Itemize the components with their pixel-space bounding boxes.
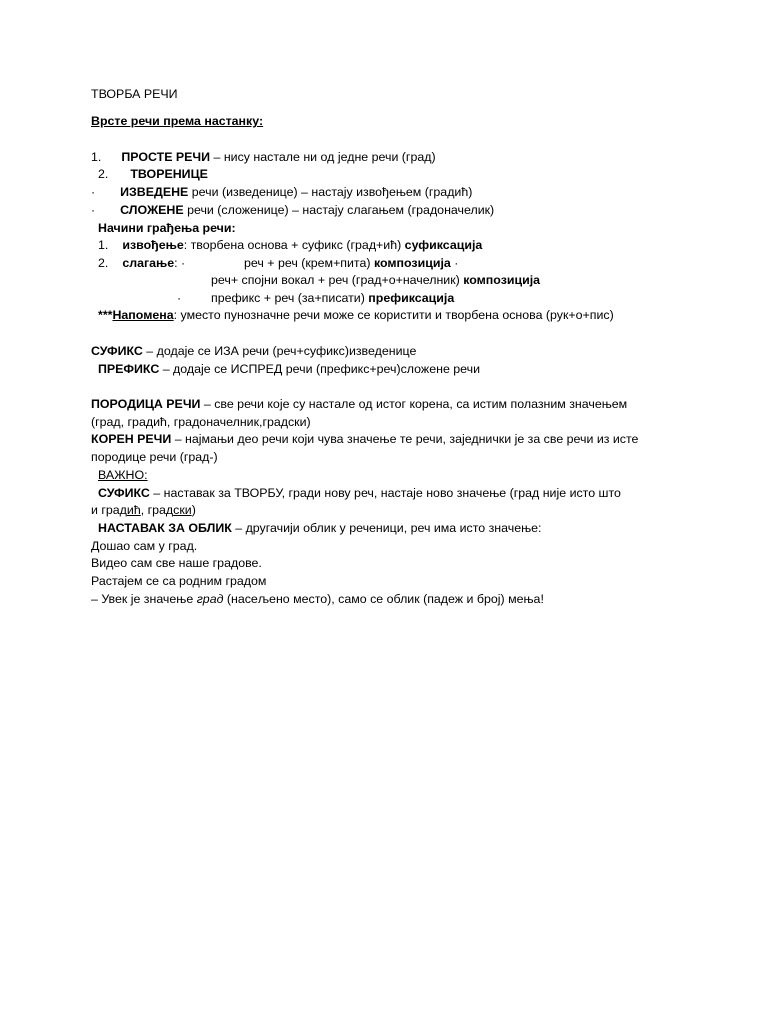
- definition: речи (изведенице) – настају извођењем (градић): [188, 185, 473, 199]
- definition: – додаје се ИЗА речи (реч+суфикс)изведенице: [142, 344, 417, 358]
- definition: – наставак за ТВОРБУ, гради нову реч, настаје ново значење (град није исто што: [149, 486, 621, 500]
- term: ПОРОДИЦА РЕЧИ: [91, 397, 201, 411]
- list-item-derived-words: [98, 166, 208, 184]
- result: композиција: [373, 256, 451, 270]
- document-title: ТВОРБА РЕЧИ: [91, 87, 178, 101]
- bullet-item-compound: [91, 202, 494, 220]
- emphasis: град: [196, 592, 224, 606]
- list-number: 2.: [98, 256, 109, 270]
- example-sentence-2: Видео сам све наше градове.: [91, 556, 262, 570]
- term: ИЗВЕДЕНЕ: [120, 185, 189, 199]
- definition: – све речи које су настале од истог корена, са истим полазним значењем: [200, 397, 628, 411]
- method-compounding: [98, 255, 185, 273]
- colon-bullet: : ·: [174, 256, 186, 270]
- result: префиксација: [368, 291, 455, 305]
- result: суфиксација: [404, 238, 483, 252]
- result: композиција: [463, 273, 541, 287]
- compounding-line-1: [244, 255, 458, 273]
- section-heading: Врсте речи према настанку:: [91, 114, 264, 128]
- suffix-explanation-examples: [91, 502, 196, 520]
- definition: речи (сложенице) – настају слагањем (градоначелик): [183, 203, 495, 217]
- important-label: ВАЖНО:: [98, 468, 148, 482]
- definition: реч+ спојни вокал + реч (град+о+начелник): [211, 273, 464, 287]
- list-number: 1.: [98, 238, 109, 252]
- text: – Увек је значење: [91, 592, 197, 606]
- definition: префикс + реч (за+писати): [211, 291, 369, 305]
- term: НАСТАВАК ЗА ОБЛИК: [98, 521, 232, 535]
- suffix-definition: [91, 343, 416, 361]
- definition: – другачији облик у реченици, реч има исто значење:: [231, 521, 542, 535]
- word-family-definition: [91, 396, 627, 414]
- example-sentence-3: Растајем се са родним градом: [91, 574, 267, 588]
- list-item-simple-words: [91, 149, 436, 167]
- root-definition: [91, 431, 638, 449]
- text: (насељено место), само се облик (падеж и број) мења!: [223, 592, 544, 606]
- note-label: Напомена: [112, 308, 174, 322]
- definition: – нису настале ни од једне речи (град): [210, 150, 436, 164]
- suffix-underlined: ић: [126, 503, 141, 517]
- text: ): [191, 503, 196, 517]
- term: СЛОЖЕНЕ: [120, 203, 184, 217]
- term: ПРЕФИКС: [98, 362, 160, 376]
- list-number: 2.: [98, 167, 109, 181]
- text: и град: [91, 503, 127, 517]
- term: СУФИКС: [98, 486, 150, 500]
- term: ПРОСТЕ РЕЧИ: [121, 150, 211, 164]
- term: КОРЕН РЕЧИ: [91, 432, 172, 446]
- note-text: : уместо пунозначне речи може се користити и творбена основа (рук+о+пис): [173, 308, 614, 322]
- compounding-line-3: [211, 290, 454, 308]
- suffix-explanation: [98, 485, 621, 503]
- definition: реч + реч (крем+пита): [244, 256, 374, 270]
- compounding-line-2: [211, 272, 540, 290]
- conclusion: [91, 591, 544, 609]
- bullet: ·: [450, 256, 459, 270]
- bullet: ·: [91, 185, 96, 199]
- list-number: 1.: [91, 150, 102, 164]
- prefix-definition: [98, 361, 480, 379]
- text: , град: [140, 503, 174, 517]
- term: ТВОРЕНИЦЕ: [130, 167, 208, 181]
- bullet: ·: [91, 203, 96, 217]
- root-example: породице речи (град-): [91, 450, 218, 464]
- bullet-item-derived: [91, 184, 472, 202]
- term: извођење: [122, 238, 184, 252]
- suffix-underlined: ски: [173, 503, 192, 517]
- term: СУФИКС: [91, 344, 143, 358]
- definition: – најмањи део речи који чува значење те речи, заједнички је за све речи из исте: [171, 432, 639, 446]
- definition: : творбена основа + суфикс (град+ић): [183, 238, 405, 252]
- ending-definition: [98, 520, 542, 538]
- methods-heading: Начини грађења речи:: [98, 221, 236, 235]
- method-derivation: [98, 237, 482, 255]
- word-family-examples: (град, градић, градоначелник,градски): [91, 415, 311, 429]
- compounding-bullet: ·: [177, 291, 182, 305]
- example-sentence-1: Дошао сам у град.: [91, 539, 198, 553]
- note-stars: ***: [98, 308, 113, 322]
- definition: – додаје се ИСПРЕД речи (префикс+реч)сложене речи: [159, 362, 481, 376]
- note: [98, 307, 614, 325]
- term: слагање: [122, 256, 175, 270]
